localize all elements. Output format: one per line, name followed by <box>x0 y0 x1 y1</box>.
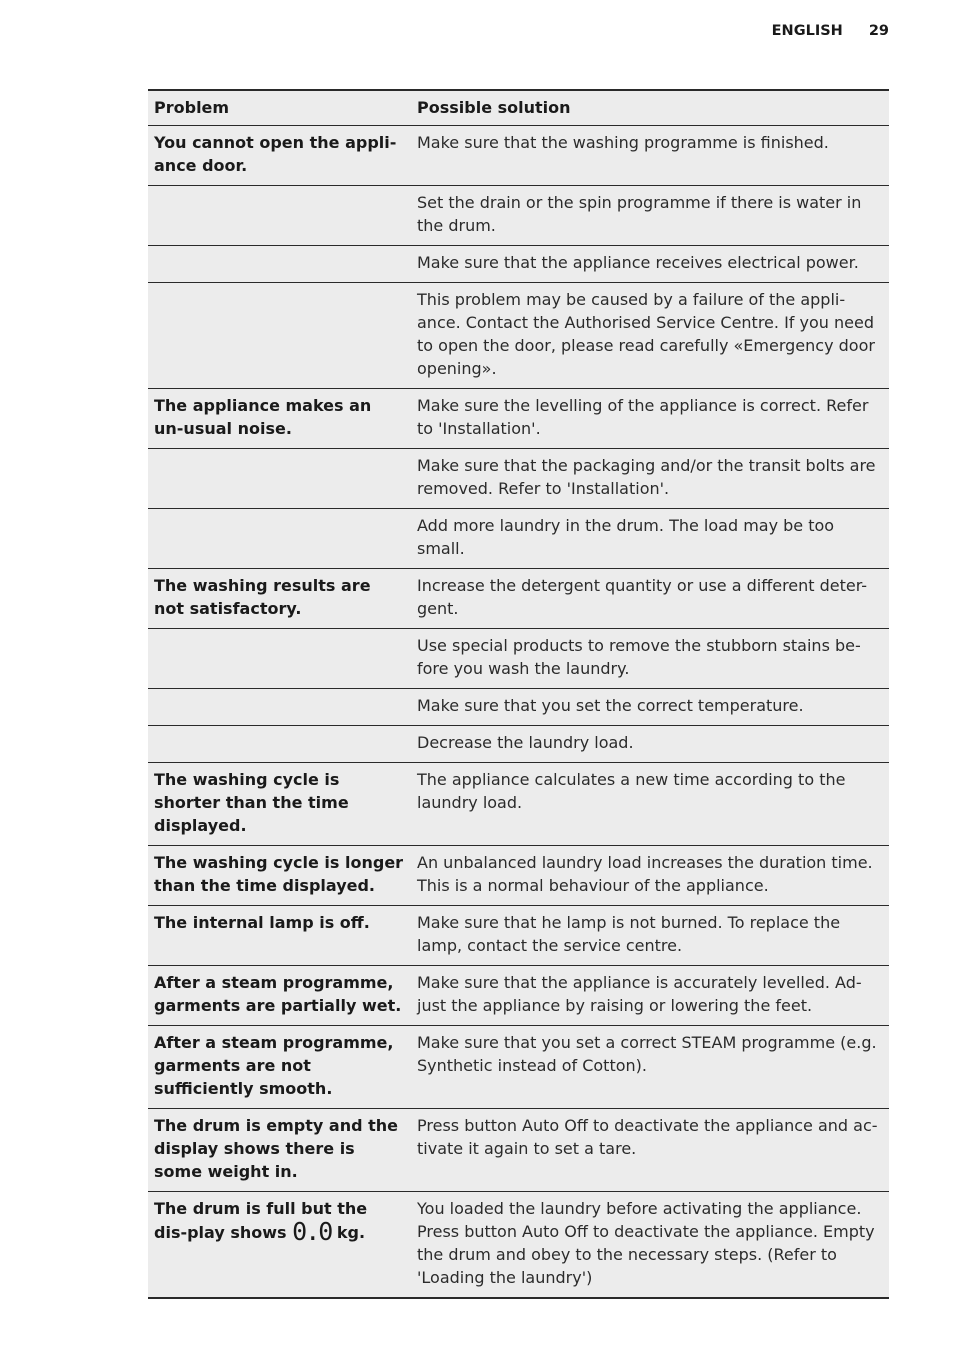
troubleshooting-table <box>148 89 889 1299</box>
problem-cell: The washing results are not satisfactory. <box>148 569 411 629</box>
problem-cell <box>148 283 411 389</box>
table-header-row <box>148 90 889 126</box>
problem-cell <box>148 1192 411 1299</box>
table-row <box>148 126 889 186</box>
problem-cell <box>148 726 411 763</box>
solution-cell: Make sure that you set a correct STEAM programme (e.g. Synthetic instead of Cotton). <box>411 1026 889 1109</box>
problem-prefix: The drum is full but the dis-play shows <box>154 1199 368 1242</box>
problem-cell: After a steam programme, garments are not sufficiently smooth. <box>148 1026 411 1109</box>
problem-cell: The drum is empty and the display shows there is some weight in. <box>148 1109 411 1192</box>
table-row <box>148 726 889 763</box>
table-row <box>148 283 889 389</box>
problem-cell: You cannot open the appli-ance door. <box>148 126 411 186</box>
solution-cell: Make sure the levelling of the appliance is correct. Refer to 'Installation'. <box>411 389 889 449</box>
language-label: ENGLISH <box>771 23 843 39</box>
solution-cell: The appliance calculates a new time according to the laundry load. <box>411 763 889 846</box>
table-row <box>148 906 889 966</box>
solution-cell: This problem may be caused by a failure of the appli-ance. Contact the Authorised Service Centre. If you need to open the door, please read carefully «Emergency door opening». <box>411 283 889 389</box>
solution-cell: Make sure that the washing programme is finished. <box>411 126 889 186</box>
solution-cell: Make sure that the appliance receives electrical power. <box>411 246 889 283</box>
solution-cell: Increase the detergent quantity or use a different deter-gent. <box>411 569 889 629</box>
solution-cell: Make sure that you set the correct temperature. <box>411 689 889 726</box>
table-row <box>148 689 889 726</box>
solution-cell: Press button Auto Off to deactivate the appliance and ac-tivate it again to set a tare. <box>411 1109 889 1192</box>
solution-cell: You loaded the laundry before activating the appliance. Press button Auto Off to deactivate the appliance. Empty the drum and obey to the necessary steps. (Refer to 'Loading the laundry') <box>411 1192 889 1299</box>
page-header <box>772 23 889 39</box>
problem-suffix: kg. <box>336 1223 366 1242</box>
problem-cell <box>148 186 411 246</box>
table-row <box>148 629 889 689</box>
table-row <box>148 1192 889 1299</box>
table-row <box>148 449 889 509</box>
solution-cell: Decrease the laundry load. <box>411 726 889 763</box>
solution-cell: Use special products to remove the stubborn stains be-fore you wash the laundry. <box>411 629 889 689</box>
table-row <box>148 1026 889 1109</box>
solution-cell: Make sure that he lamp is not burned. To replace the lamp, contact the service centre. <box>411 906 889 966</box>
solution-cell: An unbalanced laundry load increases the duration time. This is a normal behaviour of the appliance. <box>411 846 889 906</box>
problem-cell <box>148 689 411 726</box>
table-row <box>148 569 889 629</box>
table-row <box>148 1109 889 1192</box>
problem-cell: The washing cycle is longer than the time displayed. <box>148 846 411 906</box>
column-header-problem: Problem <box>148 90 411 126</box>
problem-cell <box>148 246 411 283</box>
table-row <box>148 246 889 283</box>
problem-cell <box>148 509 411 569</box>
problem-cell: The appliance makes an un-usual noise. <box>148 389 411 449</box>
problem-cell: The internal lamp is off. <box>148 906 411 966</box>
table-row <box>148 509 889 569</box>
solution-cell: Set the drain or the spin programme if there is water in the drum. <box>411 186 889 246</box>
table-row <box>148 846 889 906</box>
problem-cell <box>148 449 411 509</box>
table-row <box>148 763 889 846</box>
table-row <box>148 186 889 246</box>
solution-cell: Make sure that the appliance is accurately levelled. Ad-just the appliance by raising or lowering the feet. <box>411 966 889 1026</box>
page-number: 29 <box>868 23 889 39</box>
problem-cell: After a steam programme, garments are partially wet. <box>148 966 411 1026</box>
column-header-solution: Possible solution <box>411 90 889 126</box>
solution-cell: Add more laundry in the drum. The load may be too small. <box>411 509 889 569</box>
table-row <box>148 966 889 1026</box>
display-readout: 0.0 <box>292 1217 332 1246</box>
solution-cell: Make sure that the packaging and/or the transit bolts are removed. Refer to 'Installation'. <box>411 449 889 509</box>
problem-cell <box>148 629 411 689</box>
problem-cell: The washing cycle is shorter than the time displayed. <box>148 763 411 846</box>
table-row <box>148 389 889 449</box>
